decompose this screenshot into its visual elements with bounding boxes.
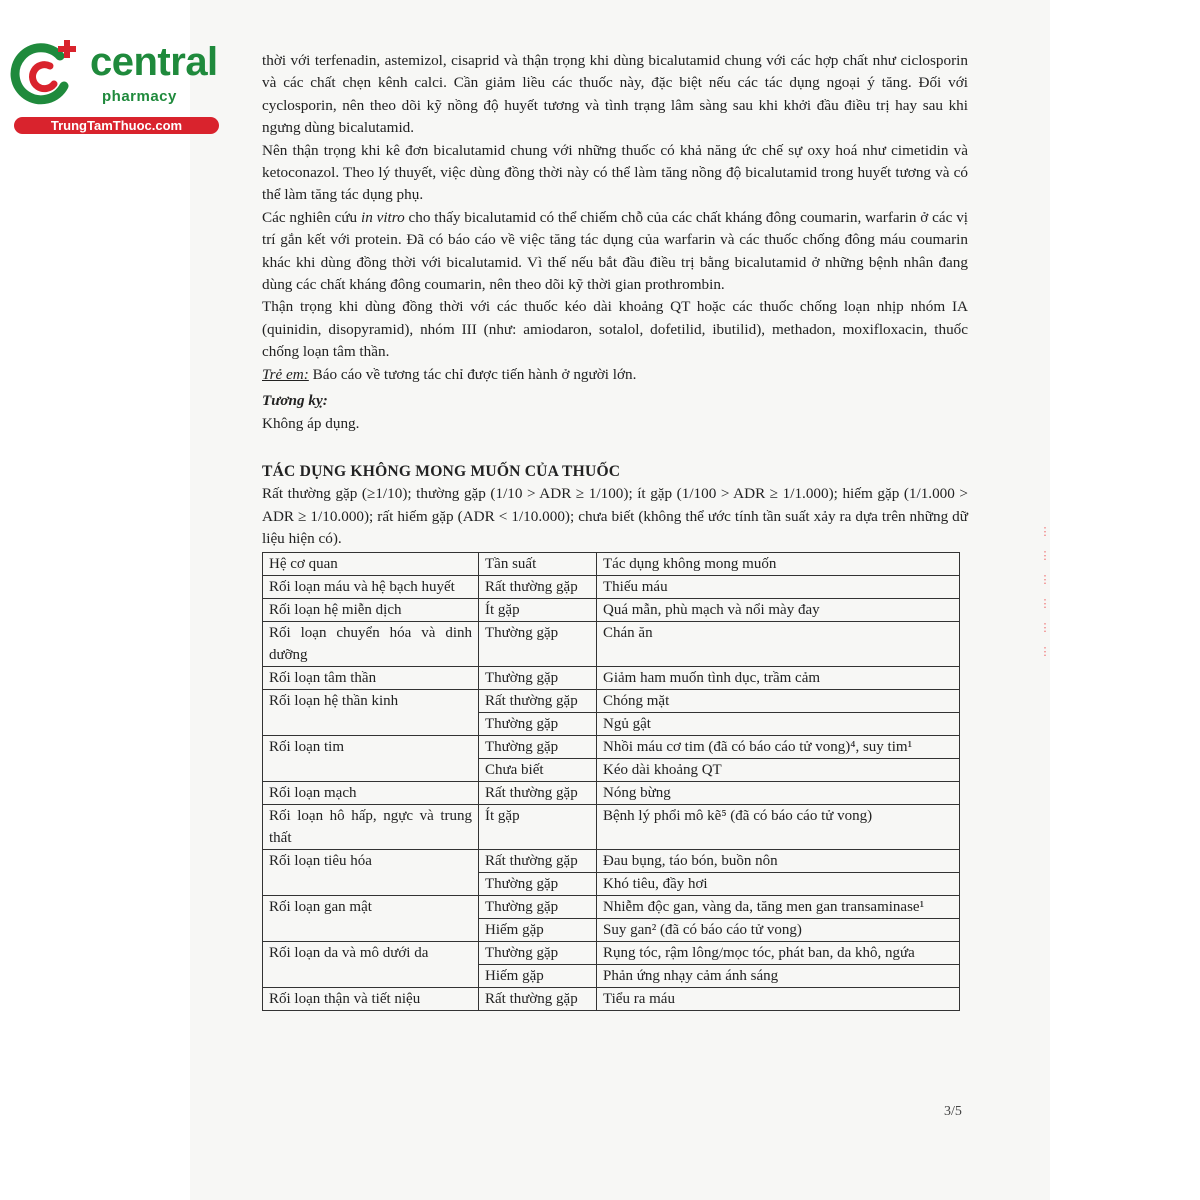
paragraph-interactions-3 [262,207,968,297]
brand-url[interactable]: TrungTamThuoc.com [14,117,219,134]
adr-table-row [263,895,960,918]
p3-italic: in vitro [360,208,405,226]
adverse-effect-cell: Quá mẫn, phù mạch và nổi mày đay [597,598,960,621]
adverse-effect-cell: Suy gan² (đã có báo cáo tử vong) [597,918,960,941]
organ-system-cell: Rối loạn tiêu hóa [263,849,479,895]
brand-logo[interactable] [10,38,218,138]
adr-table-row [263,804,960,849]
p3-text-b: cho thấy bicalutamid có thể chiếm chỗ của các chất kháng đông coumarin, warfarin ở các vị trí gắn kết với protein. Đã có báo cáo về việc tăng tác dụng của warfarin và các thuốc chống đông máu coumarin khác khi dùng đồng thời với bicalutamid. Vì thế nếu bắt đầu điều trị bằng bicalutamid ở những bệnh nhân đang dùng các chất kháng đông coumarin, nên theo dõi kỹ thời gian prothrombin. [262,208,969,294]
frequency-cell: Ít gặp [479,598,597,621]
adr-table-row [263,575,960,598]
adverse-effect-cell: Kéo dài khoảng QT [597,758,960,781]
organ-system-cell: Rối loạn hệ miễn dịch [263,598,479,621]
compatibility-text: Không áp dụng. [262,414,360,432]
organ-system-cell: Rối loạn chuyển hóa và dinh dưỡng [263,621,479,666]
brand-subtitle: pharmacy [102,88,177,105]
brand-name: central [90,40,218,84]
organ-system-cell: Rối loạn tim [263,735,479,781]
header-organ: Hệ cơ quan [263,552,479,575]
adr-table-row [263,598,960,621]
organ-system-cell: Rối loạn da và mô dưới da [263,941,479,987]
adr-table-row [263,781,960,804]
adverse-effect-cell: Thiếu máu [597,575,960,598]
paragraph-children [262,364,968,386]
adr-table-row [263,689,960,712]
adr-table-header-row [263,552,960,575]
frequency-cell: Thường gặp [479,941,597,964]
frequency-cell: Ít gặp [479,804,597,849]
organ-system-cell: Rối loạn máu và hệ bạch huyết [263,575,479,598]
frequency-cell: Thường gặp [479,621,597,666]
adr-table-row [263,621,960,666]
organ-system-cell: Rối loạn hệ thần kinh [263,689,479,735]
organ-system-cell: Rối loạn mạch [263,781,479,804]
adverse-effect-cell: Đau bụng, táo bón, buồn nôn [597,849,960,872]
frequency-cell: Hiếm gặp [479,964,597,987]
organ-system-cell: Rối loạn thận và tiết niệu [263,987,479,1010]
children-text: Báo cáo về tương tác chỉ được tiến hành ở người lớn. [308,365,637,383]
adverse-effect-cell: Nhồi máu cơ tim (đã có báo cáo tử vong)⁴, suy tim¹ [597,735,960,758]
adverse-effect-cell: Tiểu ra máu [597,987,960,1010]
paragraph-interactions-4: Thận trọng khi dùng đồng thời với các thuốc kéo dài khoảng QT hoặc các thuốc chống loạn nhịp nhóm IA (quinidin, disopyramid), nhóm III (như: amiodaron, sotalol, dofetilid, ibutilid), methadon, moxifloxacin, thuốc chống loạn tâm thần. [262,298,968,361]
paragraph-interactions-1: thời với terfenadin, astemizol, cisaprid và thận trọng khi dùng bicalutamid chung với các hợp chất như ciclosporin và các chất chẹn kênh calci. Cần giảm liều các thuốc này, đặc biệt nếu các tác dụng ngoại ý tăng. Đối với cyclosporin, nên theo dõi kỹ nồng độ huyết tương và tình trạng lâm sàng sau khi khởi đầu điều trị hay sau khi ngưng dùng bicalutamid. [262,52,968,137]
frequency-cell: Rất thường gặp [479,689,597,712]
adverse-effect-cell: Chóng mặt [597,689,960,712]
adverse-effect-cell: Nóng bừng [597,781,960,804]
children-label: Trẻ em: [262,365,309,383]
frequency-cell: Chưa biết [479,758,597,781]
adverse-effect-cell: Giảm ham muốn tình dục, trầm cảm [597,666,960,689]
frequency-cell: Thường gặp [479,872,597,895]
frequency-cell: Rất thường gặp [479,849,597,872]
frequency-cell: Rất thường gặp [479,987,597,1010]
adr-table-row [263,987,960,1010]
adverse-effect-cell: Rụng tóc, rậm lông/mọc tóc, phát ban, da khô, ngứa [597,941,960,964]
organ-system-cell: Rối loạn hô hấp, ngực và trung thất [263,804,479,849]
frequency-cell: Thường gặp [479,666,597,689]
paragraph-interactions-2: Nên thận trọng khi kê đơn bicalutamid chung với những thuốc có khả năng ức chế sự oxy hoá như cimetidin và ketoconazol. Theo lý thuyết, việc dùng đồng thời này có thể làm tăng nồng độ bicalutamid trong huyết tương và có thể làm tăng tác dụng phụ. [262,141,968,204]
adr-table-row [263,849,960,872]
adr-table [262,552,960,1011]
frequency-cell: Thường gặp [479,735,597,758]
frequency-cell: Rất thường gặp [479,781,597,804]
adr-table-row [263,666,960,689]
adverse-effect-cell: Bệnh lý phổi mô kẽ⁵ (đã có báo cáo tử vong) [597,804,960,849]
p3-text-a: Các nghiên cứu [262,208,361,226]
adr-table-row [263,941,960,964]
frequency-cell: Hiếm gặp [479,918,597,941]
document-body [262,50,968,1011]
organ-system-cell: Rối loạn tâm thần [263,666,479,689]
organ-system-cell: Rối loạn gan mật [263,895,479,941]
compatibility-heading: Tương kỵ: [262,392,328,410]
adr-table-body [263,552,960,1010]
frequency-cell: Rất thường gặp [479,575,597,598]
adverse-effect-cell: Khó tiêu, đầy hơi [597,872,960,895]
page-number: 3/5 [944,1104,962,1119]
frequency-cell: Thường gặp [479,895,597,918]
adverse-effect-cell: Chán ăn [597,621,960,666]
header-effect: Tác dụng không mong muốn [597,552,960,575]
adverse-effect-cell: Ngủ gật [597,712,960,735]
adverse-effect-cell: Phản ứng nhạy cảm ánh sáng [597,964,960,987]
adr-table-row [263,735,960,758]
side-stamp-mark: ⋮ ⋮ ⋮ ⋮ ⋮ ⋮ [1039,525,1051,658]
adr-heading: TÁC DỤNG KHÔNG MONG MUỐN CỦA THUỐC [262,462,621,480]
central-pharmacy-logo-icon [10,38,82,110]
adverse-effect-cell: Nhiễm độc gan, vàng da, tăng men gan transaminase¹ [597,895,960,918]
adr-intro: Rất thường gặp (≥1/10); thường gặp (1/10 > ADR ≥ 1/100); ít gặp (1/100 > ADR ≥ 1/1.000); hiếm gặp (1/1.000 > ADR ≥ 1/10.000); rất hiếm gặp (ADR < 1/10.000); chưa biết (không thể ước tính tần suất xảy ra dựa trên những dữ liệu hiện có). [262,485,968,548]
header-frequency: Tần suất [479,552,597,575]
frequency-cell: Thường gặp [479,712,597,735]
